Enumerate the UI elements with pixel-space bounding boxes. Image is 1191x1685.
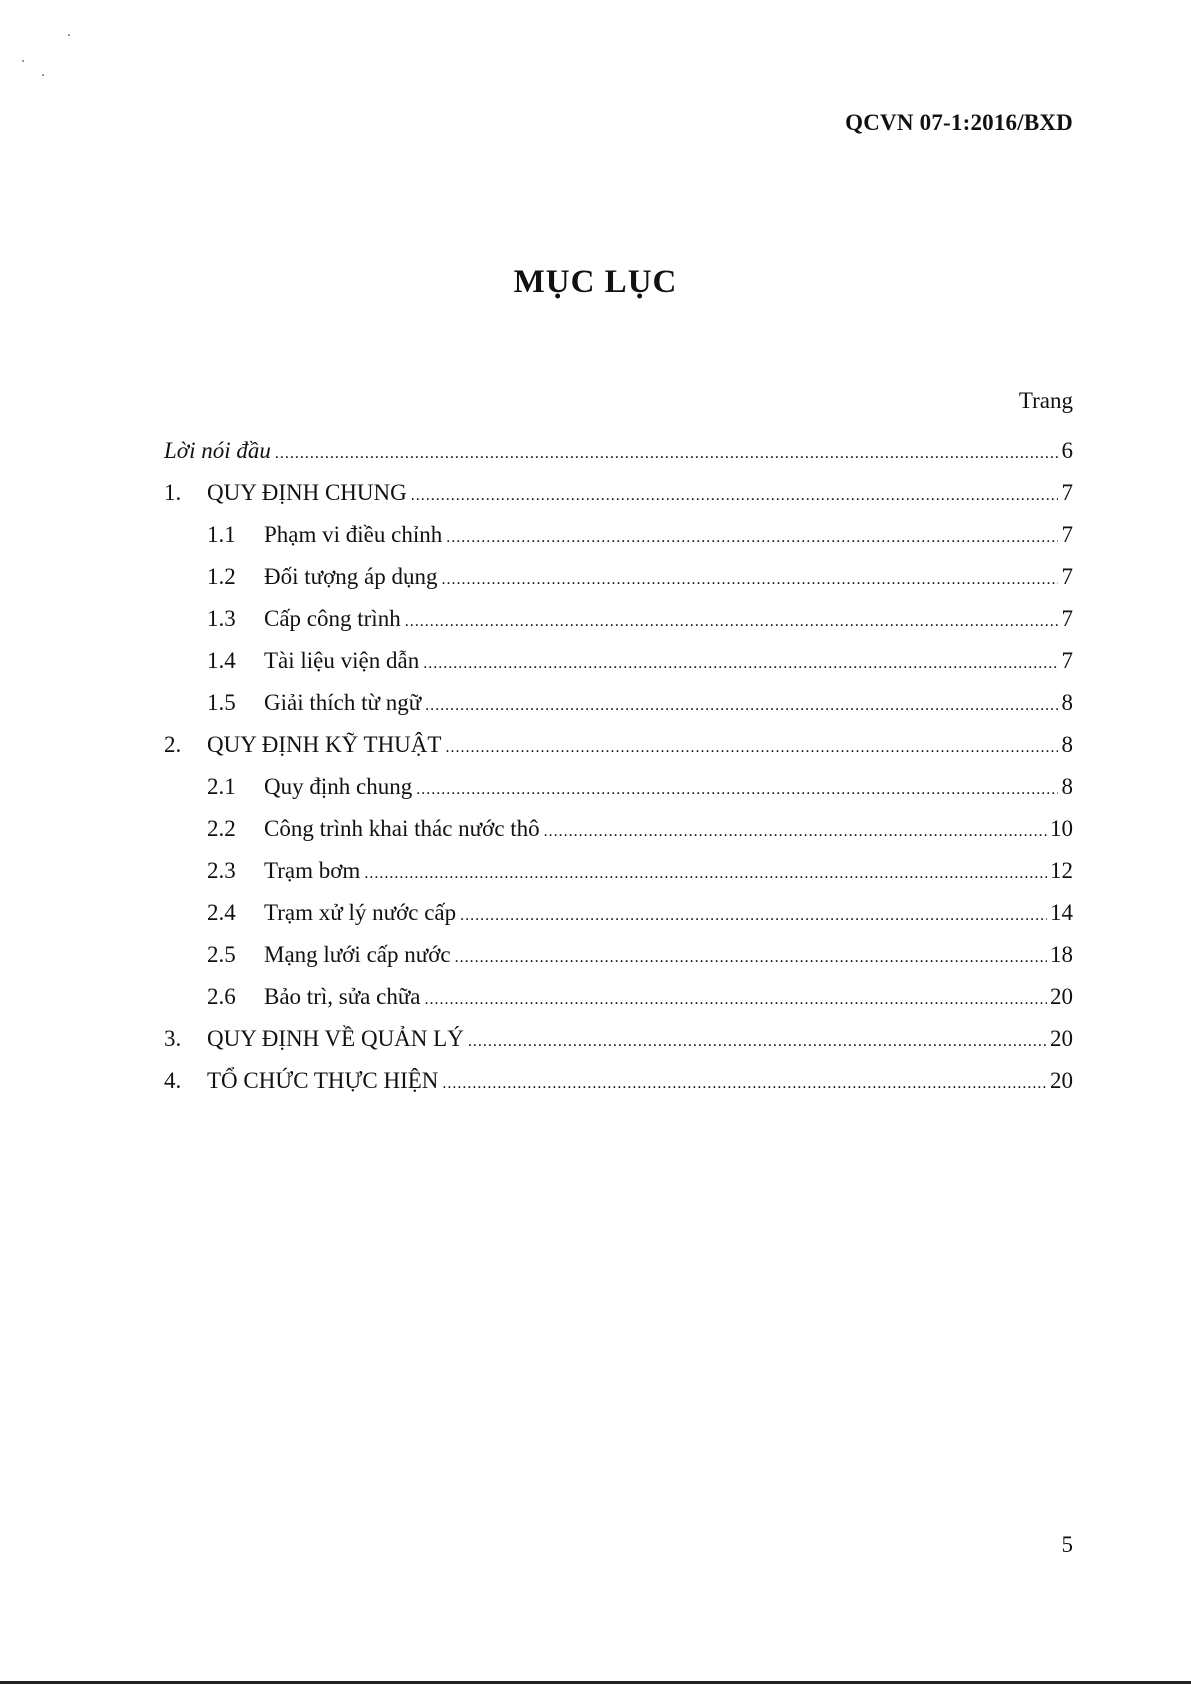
toc-entry-page: 7 (1061, 564, 1073, 589)
toc-entry-page: 14 (1050, 900, 1073, 925)
toc-entry-title: TỔ CHỨC THỰC HIỆN (207, 1068, 439, 1093)
toc-entry-subsection[interactable] (164, 647, 1073, 689)
toc-entry-page: 7 (1061, 606, 1073, 631)
dot-leader (441, 566, 1058, 594)
toc-entry-title: Đối tượng áp dụng (264, 564, 438, 589)
dot-leader (455, 944, 1047, 972)
toc-entry-title: Lời nói đầu (164, 438, 271, 463)
toc-entry-page: 7 (1061, 648, 1073, 673)
toc-entry-title: Cấp công trình (264, 606, 401, 631)
toc-entry-subsection[interactable] (164, 857, 1073, 899)
toc-entry-section[interactable] (164, 731, 1073, 773)
toc-entry-page: 20 (1050, 1068, 1073, 1093)
dot-leader (445, 734, 1058, 762)
toc-entry-title: Phạm vi điều chỉnh (264, 522, 443, 547)
toc-entry-title: Công trình khai thác nước thô (264, 816, 540, 841)
toc-entry-number: 2.4 (207, 900, 236, 925)
dot-leader (460, 902, 1047, 930)
toc-entry-number: 2.3 (207, 858, 236, 883)
dot-leader (425, 986, 1048, 1014)
toc-entry-number: 2.2 (207, 816, 236, 841)
page-number: 5 (1061, 1532, 1073, 1557)
toc-entry-subsection[interactable] (164, 521, 1073, 563)
toc-entry-subsection[interactable] (164, 941, 1073, 983)
toc-entry-page: 10 (1050, 816, 1073, 841)
toc-entry-number: 2.1 (207, 774, 236, 799)
toc-entry-page: 20 (1050, 984, 1073, 1009)
dot-leader (411, 482, 1058, 510)
toc-title: MỤC LỤC (513, 264, 678, 300)
toc-entry-subsection[interactable] (164, 815, 1073, 857)
toc-entry-title: Giải thích từ ngữ (264, 690, 422, 715)
dot-leader (425, 692, 1058, 720)
toc-entry-number: 1.4 (207, 648, 236, 673)
scan-edge-divider (0, 1681, 1191, 1684)
toc-entry-title: Tài liệu viện dẫn (264, 648, 420, 673)
toc-entry-subsection[interactable] (164, 983, 1073, 1025)
toc-entry-title: Trạm xử lý nước cấp (264, 900, 457, 925)
scan-speck (42, 74, 44, 76)
toc-entry-page: 6 (1061, 438, 1073, 463)
dot-leader (364, 860, 1047, 888)
toc-entry-number: 1.5 (207, 690, 236, 715)
toc-entry-page: 12 (1050, 858, 1073, 883)
dot-leader (423, 650, 1058, 678)
page-column-label: Trang (1018, 388, 1073, 413)
dot-leader (442, 1070, 1047, 1098)
toc-entry-title: QUY ĐỊNH CHUNG (207, 480, 407, 505)
table-of-contents (164, 437, 1073, 1109)
toc-entry-title: QUY ĐỊNH VỀ QUẢN LÝ (207, 1026, 464, 1051)
toc-entry-section[interactable] (164, 479, 1073, 521)
toc-entry-subsection[interactable] (164, 899, 1073, 941)
toc-entry-number: 2.6 (207, 984, 236, 1009)
toc-entry-page: 8 (1061, 774, 1073, 799)
toc-entry-title: Quy định chung (264, 774, 413, 799)
toc-entry-number: 1.3 (207, 606, 236, 631)
toc-entry-page: 7 (1061, 522, 1073, 547)
toc-entry-page: 7 (1061, 480, 1073, 505)
dot-leader (468, 1028, 1047, 1056)
toc-entry-number: 1.1 (207, 522, 236, 547)
toc-entry-page: 8 (1061, 732, 1073, 757)
toc-entry-number: 1.2 (207, 564, 236, 589)
toc-entry-title: Mạng lưới cấp nước (264, 942, 451, 967)
document-code: QCVN 07-1:2016/BXD (845, 110, 1073, 135)
toc-entry-page: 18 (1050, 942, 1073, 967)
scan-speck (68, 34, 70, 36)
toc-entry-section[interactable] (164, 1067, 1073, 1109)
toc-entry-title: Trạm bơm (264, 858, 361, 883)
toc-entry-section[interactable] (164, 1025, 1073, 1067)
toc-entry-number: 3. (164, 1026, 182, 1051)
toc-entry-number: 2. (164, 732, 182, 757)
dot-leader (544, 818, 1047, 846)
dot-leader (405, 608, 1058, 636)
toc-entry-number: 1. (164, 480, 182, 505)
toc-entry-subsection[interactable] (164, 689, 1073, 731)
toc-entry-title: Bảo trì, sửa chữa (264, 984, 421, 1009)
toc-entry-page: 20 (1050, 1026, 1073, 1051)
toc-entry-subsection[interactable] (164, 773, 1073, 815)
scan-speck (22, 60, 24, 62)
toc-entry-number: 4. (164, 1068, 182, 1093)
toc-entry-number: 2.5 (207, 942, 236, 967)
toc-entry-preface[interactable] (164, 437, 1073, 479)
toc-entry-subsection[interactable] (164, 563, 1073, 605)
dot-leader (275, 440, 1058, 468)
toc-entry-title: QUY ĐỊNH KỸ THUẬT (207, 732, 442, 757)
dot-leader (446, 524, 1058, 552)
dot-leader (416, 776, 1058, 804)
toc-entry-subsection[interactable] (164, 605, 1073, 647)
toc-entry-page: 8 (1061, 690, 1073, 715)
